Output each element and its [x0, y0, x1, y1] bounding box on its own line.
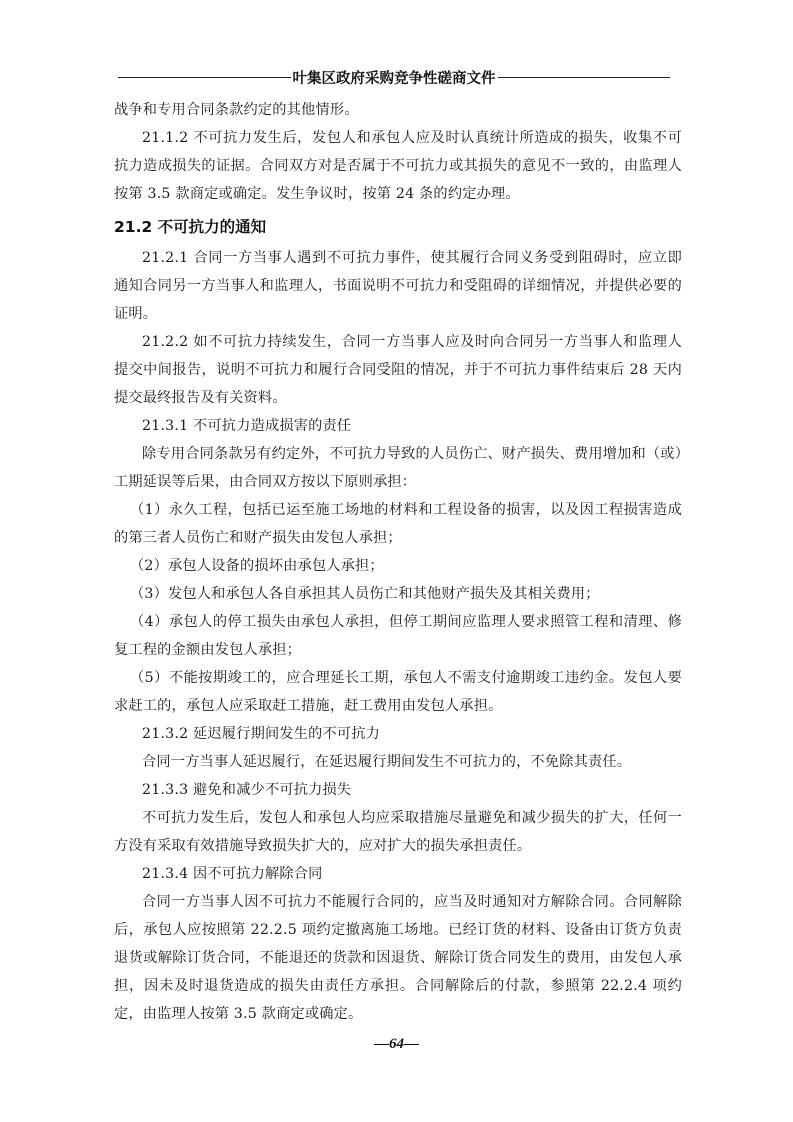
page-header — [118, 66, 670, 88]
clause-21-1-2: 21.1.2 不可抗力发生后，发包人和承包人应及时认真统计所造成的损失，收集不可抗力造成损失的证据。合同双方对是否属于不可抗力或其损失的意见不一致的，由监理人按第 3.5 款商定或确定。发生争议时，按第 24 条的约定办理。 — [114, 130, 682, 202]
clause-21-3-4-body: 合同一方当事人因不可抗力不能履行合同的，应当及时通知对方解除合同。合同解除后，承包人应按照第 22.2.5 项约定撤离施工场地。已经订货的材料、设备由订货方负责退货或解除订货合同，不能退还的货款和因退货、解除订货合同发生的费用，由发包人承担，因未及时退货造成的损失由责任方承担。合同解除后的付款，参照第 22.2.4 项约定，由监理人按第 3.5 款商定或确定。 — [114, 894, 682, 1022]
list-item-2: （2）承包人设备的损坏由承包人承担； — [130, 558, 384, 574]
page-number: —64— — [374, 1036, 419, 1052]
header-title: 叶集区政府采购竞争性磋商文件 — [292, 70, 496, 87]
list-item-3: （3）发包人和承包人各自承担其人员伤亡和其他财产损失及其相关费用； — [130, 586, 600, 602]
clause-21-2-2: 21.2.2 如不可抗力持续发生，合同一方当事人应及时向合同另一方当事人和监理人提交中间报告，说明不可抗力和履行合同受阻的情况，并于不可抗力事件结束后 28 天内提交最终报告及有关资料。 — [114, 334, 682, 406]
clause-21-3-1-title: 21.3.1 不可抗力造成损害的责任 — [142, 418, 352, 434]
list-item-1: （1）永久工程，包括已运至施工场地的材料和工程设备的损害，以及因工程损害造成的第三者人员伤亡和财产损失由发包人承担； — [114, 502, 682, 546]
section-heading-21-2: 21.2 不可抗力的通知 — [114, 218, 267, 236]
clause-21-3-2-title: 21.3.2 延迟履行期间发生的不可抗力 — [142, 726, 381, 742]
clause-21-3-1-body: 除专用合同条款另有约定外，不可抗力导致的人员伤亡、财产损失、费用增加和（或）工期延误等后果，由合同双方按以下原则承担： — [114, 446, 682, 490]
header-rule-left — [118, 77, 291, 78]
clause-21-3-3-body: 不可抗力发生后，发包人和承包人均应采取措施尽量避免和减少损失的扩大，任何一方没有采取有效措施导致损失扩大的，应对扩大的损失承担责任。 — [114, 810, 682, 854]
document-body — [114, 96, 682, 1028]
clause-21-2-1: 21.2.1 合同一方当事人遇到不可抗力事件，使其履行合同义务受到阻碍时，应立即通知合同另一方当事人和监理人，书面说明不可抗力和受阻碍的详细情况，并提供必要的证明。 — [114, 250, 682, 322]
list-item-5: （5）不能按期竣工的，应合理延长工期，承包人不需支付逾期竣工违约金。发包人要求赶工的，承包人应采取赶工措施，赶工费用由发包人承担。 — [114, 670, 682, 714]
clause-21-3-2-body: 合同一方当事人延迟履行，在延迟履行期间发生不可抗力的，不免除其责任。 — [142, 754, 632, 770]
clause-21-3-3-title: 21.3.3 避免和减少不可抗力损失 — [142, 782, 352, 798]
header-rule-right — [498, 77, 671, 78]
list-item-4: （4）承包人的停工损失由承包人承担，但停工期间应监理人要求照管工程和清理、修复工程的金额由发包人承担； — [114, 614, 682, 658]
paragraph-continuation: 战争和专用合同条款约定的其他情形。 — [114, 102, 359, 118]
clause-21-3-4-title: 21.3.4 因不可抗力解除合同 — [142, 866, 323, 882]
